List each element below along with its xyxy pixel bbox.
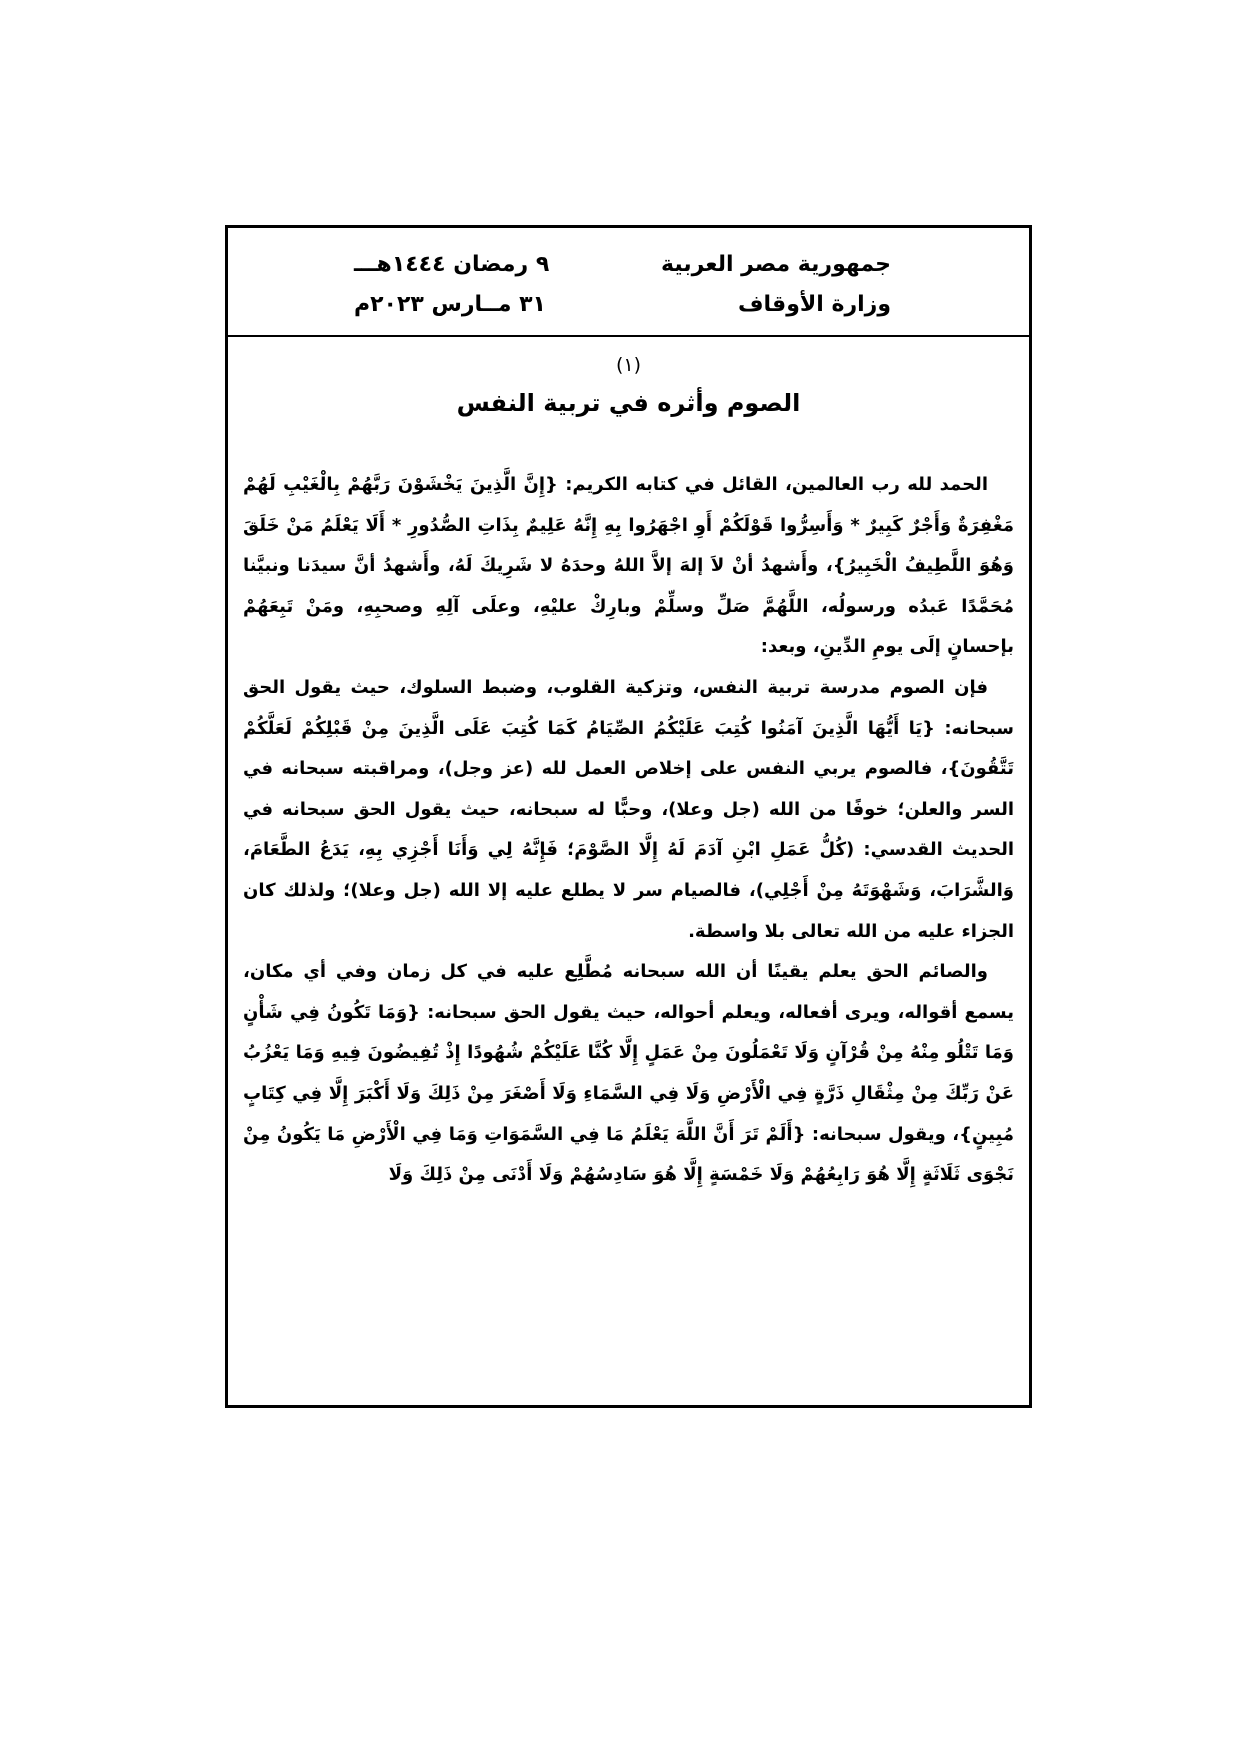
ministry-name: وزارة الأوقاف bbox=[737, 292, 891, 317]
paragraph-fasting-school: فإن الصوم مدرسة تربية النفس، وتزكية القلوب، وضبط السلوك، حيث يقول الحق سبحانه: {يَا أَيُّهَا الَّذِينَ آمَنُوا كُتِبَ عَلَيْكُمُ الصِّيَامُ كَمَا كُتِبَ عَلَى الَّذِينَ مِنْ قَبْلِكُمْ لَعَلَّكُمْ تَتَّقُونَ}، فالصوم يربي النفس على إخلاص العمل لله (عز وجل)، ومراقبته سبحانه في السر والعلن؛ خوفًا من الله (جل وعلا)، وحبًّا له سبحانه، حيث يقول الحق سبحانه في الحديث القدسي: (كُلُّ عَمَلِ ابْنِ آدَمَ لَهُ إِلَّا الصَّوْمَ؛ فَإِنَّهُ لِي وَأَنَا أَجْزِي بِهِ، يَدَعُ الطَّعَامَ، وَالشَّرَابَ، وَشَهْوَتَهُ مِنْ أَجْلِي)، فالصيام سر لا يطلع عليه إلا الله (جل وعلا)؛ ولذلك كان الجزاء عليه من الله تعالى بلا واسطة. bbox=[243, 676, 1014, 942]
document-body bbox=[243, 465, 1014, 1196]
gregorian-date: ٣١ مــارس ٢٠٢٣م bbox=[354, 292, 546, 317]
document-header bbox=[228, 228, 1029, 337]
paragraph-true-faster: والصائم الحق يعلم يقينًا أن الله سبحانه مُطَّلِع عليه في كل زمان وفي أي مكان، يسمع أقواله، ويرى أفعاله، ويعلم أحواله، حيث يقول الحق سبحانه: {وَمَا تَكُونُ فِي شَأْنٍ وَمَا تَتْلُو مِنْهُ مِنْ قُرْآنٍ وَلَا تَعْمَلُونَ مِنْ عَمَلٍ إِلَّا كُنَّا عَلَيْكُمْ شُهُودًا إِذْ تُفِيضُونَ فِيهِ وَمَا يَعْزُبُ عَنْ رَبِّكَ مِنْ مِثْقَالِ ذَرَّةٍ فِي الْأَرْضِ وَلَا فِي السَّمَاءِ وَلَا أَصْغَرَ مِنْ ذَلِكَ وَلَا أَكْبَرَ إِلَّا فِي كِتَابٍ مُبِينٍ}، ويقول سبحانه: {أَلَمْ تَرَ أَنَّ اللَّهَ يَعْلَمُ مَا فِي السَّمَوَاتِ وَمَا فِي الْأَرْضِ مَا يَكُونُ مِنْ نَجْوَى ثَلَاثَةٍ إِلَّا هُوَ رَابِعُهُمْ وَلَا خَمْسَةٍ إِلَّا هُوَ سَادِسُهُمْ وَلَا أَدْنَى مِنْ ذَلِكَ وَلَا bbox=[243, 961, 1014, 1186]
page-title: الصوم وأثره في تربية النفس bbox=[456, 389, 801, 417]
section-number: (١) bbox=[615, 354, 642, 376]
country-name: جمهورية مصر العربية bbox=[661, 252, 891, 277]
paragraph-intro: الحمد لله رب العالمين، القائل في كتابه الكريم: {إِنَّ الَّذِينَ يَخْشَوْنَ رَبَّهُمْ بِالْغَيْبِ لَهُمْ مَغْفِرَةٌ وَأَجْرٌ كَبِيرٌ * وَأَسِرُّوا قَوْلَكُمْ أَوِ اجْهَرُوا بِهِ إِنَّهُ عَلِيمٌ بِذَاتِ الصُّدُورِ * أَلَا يَعْلَمُ مَنْ خَلَقَ وَهُوَ اللَّطِيفُ الْخَبِيرُ}، وأَشهدُ أنْ لاَ إلهَ إلاَّ اللهُ وحدَهُ لا شَرِيكَ لَهُ، وأَشهدُ أنَّ سيدَنا ونبيَّنا مُحَمَّدًا عَبدُه ورسولُه، اللَّهُمَّ صَلِّ وسلِّمْ وبارِكْ عليْهِ، وعلَى آلِهِ وصحبِهِ، ومَنْ تَبِعَهُمْ بإحسانٍ إلَى يومِ الدِّينِ، وبعد: bbox=[243, 474, 1014, 658]
page-frame bbox=[225, 225, 1032, 1408]
hijri-date: ٩ رمضان ١٤٤٤هـــ bbox=[354, 252, 550, 277]
